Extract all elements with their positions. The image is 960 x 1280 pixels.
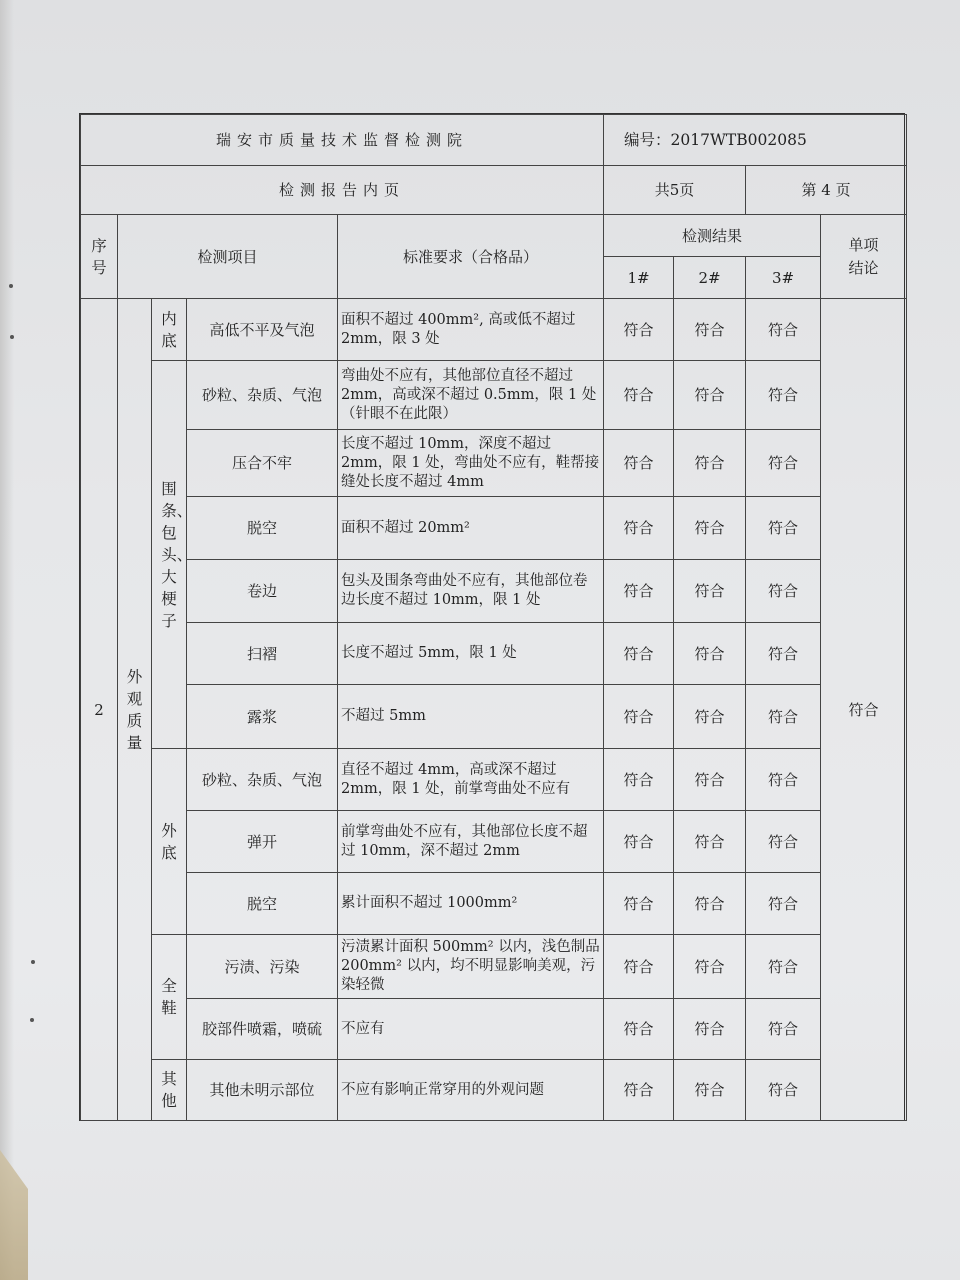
group-label: 其他 (161, 1070, 177, 1110)
section-category-label: 外观质量 (126, 667, 143, 752)
result-cell: 符合 (604, 1060, 674, 1121)
result-cell: 符合 (674, 1060, 746, 1121)
item-cell: 砂粒、杂质、气泡 (187, 749, 338, 811)
group-weitiao (152, 361, 193, 749)
standard-cell: 面积不超过 20mm² (338, 497, 604, 560)
item-cell: 卷边 (187, 560, 338, 623)
result-cell: 符合 (746, 935, 821, 999)
table-row (81, 1060, 907, 1121)
item-cell: 脱空 (187, 873, 338, 935)
punch-hole-mark (31, 960, 35, 964)
standard-cell: 直径不超过 4mm，高或深不超过 2mm，限 1 处，前掌弯曲处不应有 (338, 749, 604, 811)
result-cell: 符合 (674, 873, 746, 935)
table-row (81, 560, 907, 623)
result-cell: 符合 (746, 811, 821, 873)
result-cell: 符合 (604, 685, 674, 749)
standard-cell: 包头及围条弯曲处不应有，其他部位卷边长度不超过 10mm，限 1 处 (338, 560, 604, 623)
item-cell: 砂粒、杂质、气泡 (187, 361, 338, 430)
result-cell: 符合 (674, 497, 746, 560)
group-qita (152, 1060, 187, 1121)
result-cell: 符合 (674, 685, 746, 749)
item-cell: 其他未明示部位 (187, 1060, 338, 1121)
result-cell: 符合 (746, 430, 821, 497)
item-cell: 扫褶 (187, 623, 338, 685)
result-cell: 符合 (674, 935, 746, 999)
standard-cell: 面积不超过 400mm², 高或低不超过 2mm，限 3 处 (338, 299, 604, 361)
standard-cell: 不超过 5mm (338, 685, 604, 749)
item-cell: 压合不牢 (187, 430, 338, 497)
result-cell: 符合 (746, 361, 821, 430)
table-row (81, 749, 907, 811)
section-category (118, 299, 152, 1121)
result-cell: 符合 (604, 935, 674, 999)
col-item-header: 检测项目 (118, 215, 338, 299)
group-label: 外底 (161, 821, 177, 862)
page-title: 检测报告内页 (81, 166, 604, 215)
report-grid (80, 114, 907, 1121)
col-conclusion-header (821, 215, 907, 299)
item-cell: 污渍、污染 (187, 935, 338, 999)
standard-cell: 弯曲处不应有，其他部位直径不超过 2mm，高或深不超过 0.5mm，限 1 处（针眼不在此限） (338, 361, 604, 430)
result-cell: 符合 (604, 497, 674, 560)
punch-hole-mark (30, 1018, 34, 1022)
table-row (81, 873, 907, 935)
result-cell: 符合 (674, 299, 746, 361)
col-standard-header: 标准要求（合格品） (338, 215, 604, 299)
result-cell: 符合 (674, 623, 746, 685)
header-row-page (81, 166, 907, 215)
punch-hole-mark (10, 335, 14, 339)
group-neidi (152, 299, 187, 361)
table-row (81, 430, 907, 497)
result-cell: 符合 (604, 811, 674, 873)
result-cell: 符合 (746, 873, 821, 935)
table-row (81, 935, 907, 999)
result-cell: 符合 (674, 811, 746, 873)
standard-cell: 不应有影响正常穿用的外观问题 (338, 1060, 604, 1121)
col-sample1-header: 1# (604, 257, 674, 299)
col-conclusion-label: 单项结论 (848, 235, 879, 277)
test-report-table (79, 113, 905, 1121)
result-cell: 符合 (746, 749, 821, 811)
table-row (81, 999, 907, 1060)
standard-cell: 长度不超过 5mm，限 1 处 (338, 623, 604, 685)
standard-cell: 长度不超过 10mm，深度不超过 2mm，限 1 处，弯曲处不应有，鞋帮接缝处长度不超过 4mm (338, 430, 604, 497)
result-cell: 符合 (604, 299, 674, 361)
result-cell: 符合 (746, 623, 821, 685)
table-row (81, 811, 907, 873)
col-results-header: 检测结果 (604, 215, 821, 257)
result-cell: 符合 (674, 999, 746, 1060)
column-header-row (81, 215, 907, 257)
group-waidi (152, 749, 187, 935)
section-seq: 2 (81, 299, 118, 1121)
punch-hole-mark (9, 284, 13, 288)
item-cell: 高低不平及气泡 (187, 299, 338, 361)
result-cell: 符合 (746, 999, 821, 1060)
result-cell: 符合 (746, 1060, 821, 1121)
result-cell: 符合 (604, 560, 674, 623)
header-row-institute (81, 115, 907, 166)
floor-background (0, 1150, 28, 1280)
result-cell: 符合 (604, 361, 674, 430)
result-cell: 符合 (604, 749, 674, 811)
result-cell: 符合 (604, 623, 674, 685)
result-cell: 符合 (674, 749, 746, 811)
result-cell: 符合 (674, 361, 746, 430)
table-row (81, 623, 907, 685)
result-cell: 符合 (746, 685, 821, 749)
standard-cell: 污渍累计面积 500mm² 以内，浅色制品 200mm² 以内，均不明显影响美观，污染轻微 (338, 935, 604, 999)
result-cell: 符合 (674, 560, 746, 623)
standard-cell: 不应有 (338, 999, 604, 1060)
table-row (81, 361, 907, 430)
section-conclusion: 符合 (821, 299, 907, 1121)
result-cell: 符合 (746, 497, 821, 560)
table-row (81, 299, 907, 361)
group-label: 全鞋 (161, 977, 177, 1017)
item-cell: 露浆 (187, 685, 338, 749)
item-cell: 脱空 (187, 497, 338, 560)
col-sample2-header: 2# (674, 257, 746, 299)
result-cell: 符合 (604, 430, 674, 497)
sheet-edge-shadow (0, 0, 14, 1280)
table-row (81, 685, 907, 749)
group-quanxie (152, 935, 187, 1060)
result-cell: 符合 (604, 999, 674, 1060)
result-cell: 符合 (674, 430, 746, 497)
group-label: 内底 (161, 309, 177, 350)
group-label: 围条、包头、大梗子 (161, 479, 193, 630)
result-cell: 符合 (746, 299, 821, 361)
standard-cell: 累计面积不超过 1000mm² (338, 873, 604, 935)
col-seq-label: 序号 (91, 236, 107, 277)
current-page: 第 4 页 (746, 166, 907, 215)
result-cell: 符合 (746, 560, 821, 623)
table-row (81, 497, 907, 560)
col-seq-header (81, 215, 118, 299)
standard-cell: 前掌弯曲处不应有，其他部位长度不超过 10mm，深不超过 2mm (338, 811, 604, 873)
report-number: 编号：2017WTB002085 (604, 115, 907, 166)
item-cell: 弹开 (187, 811, 338, 873)
col-sample3-header: 3# (746, 257, 821, 299)
total-pages: 共5页 (604, 166, 746, 215)
institute-name: 瑞安市质量技术监督检测院 (81, 115, 604, 166)
item-cell: 胶部件喷霜，喷硫 (187, 999, 338, 1060)
result-cell: 符合 (604, 873, 674, 935)
